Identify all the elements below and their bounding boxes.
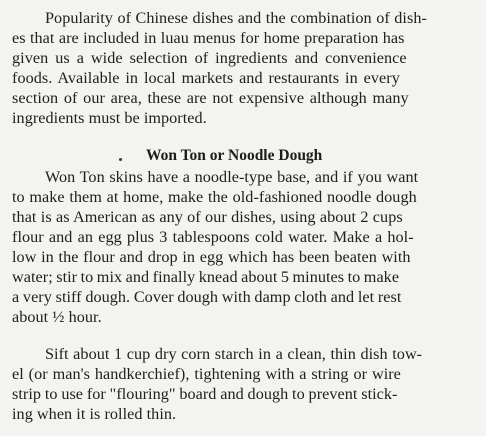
body-line: to make them at home, make the old-fashioned noodle dough bbox=[12, 188, 417, 206]
body-line: water; stir to mix and finally knead about 5 minutes to make bbox=[12, 268, 400, 286]
body-line: a very stiff dough. Cover dough with damp cloth and let rest bbox=[12, 288, 402, 306]
intro-line: section of our area, these are not expensive although many bbox=[12, 89, 409, 107]
tip-line: ing when it is rolled thin. bbox=[12, 405, 177, 423]
tip-line: Sift about 1 cup dry corn starch in a clean, thin dish tow- bbox=[45, 345, 423, 363]
body-line: Won Ton skins have a noodle-type base, and if you want bbox=[45, 168, 419, 186]
body-line: low in the flour and drop in egg which has been beaten with bbox=[12, 248, 411, 266]
intro-line: foods. Available in local markets and restaurants in every bbox=[12, 69, 400, 87]
intro-line: es that are included in luau menus for home preparation has bbox=[12, 29, 405, 47]
tip-line: strip to use for "flouring" board and dough to prevent stick- bbox=[12, 385, 398, 403]
print-speck bbox=[119, 158, 122, 161]
body-line: that is as American as any of our dishes, using about 2 cups bbox=[12, 208, 403, 226]
tip-line: el (or man's handkerchief), tightening with a string or wire bbox=[12, 365, 401, 383]
section-heading: Won Ton or Noodle Dough bbox=[146, 147, 323, 164]
intro-line: ingredients must be imported. bbox=[12, 109, 207, 127]
intro-line: Popularity of Chinese dishes and the combination of dish- bbox=[45, 9, 427, 27]
body-line: about ½ hour. bbox=[12, 308, 102, 326]
intro-line: given us a wide selection of ingredients and convenience bbox=[12, 49, 407, 67]
body-line: flour and an egg plus 3 tablespoons cold water. Make a hol- bbox=[12, 228, 414, 246]
